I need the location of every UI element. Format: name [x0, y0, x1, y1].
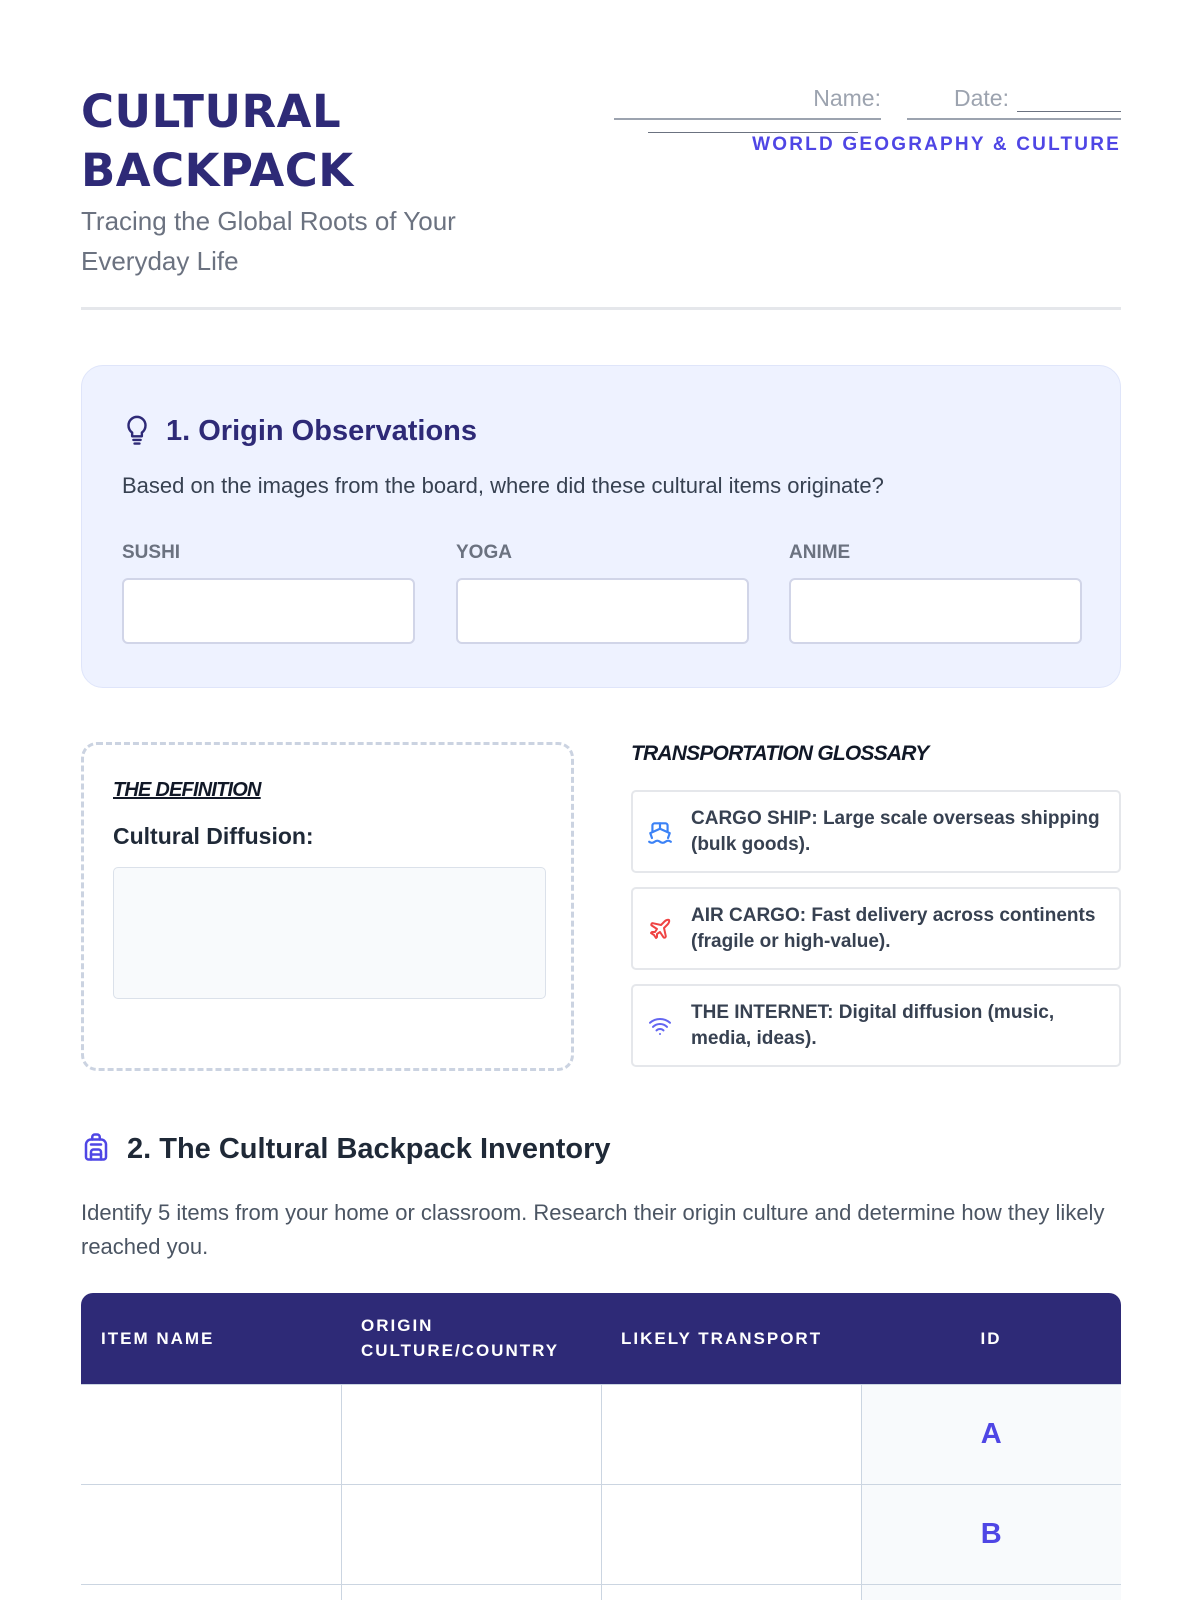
- yoga-input[interactable]: [456, 578, 749, 644]
- section-1-title: 1. Origin Observations: [166, 415, 478, 447]
- transportation-glossary: [631, 742, 1121, 1081]
- sushi-field: [122, 542, 415, 644]
- glossary-item-cargo-ship: [631, 790, 1121, 873]
- origin-observations-panel: [81, 365, 1121, 688]
- transport-cell[interactable]: [601, 1584, 861, 1600]
- sushi-input[interactable]: [122, 578, 415, 644]
- inventory-table: [81, 1293, 1121, 1600]
- definition-label: THE DEFINITION: [113, 779, 261, 801]
- name-underline: [648, 132, 858, 133]
- section-2-prompt: Identify 5 items from your home or classroom. Research their origin culture and determine how they likely reached you.: [81, 1200, 1105, 1259]
- header-divider: [81, 307, 1121, 310]
- item-name-cell[interactable]: [81, 1384, 341, 1484]
- origin-cell[interactable]: [341, 1584, 601, 1600]
- anime-field: [789, 542, 1082, 644]
- yoga-label: YOGA: [456, 542, 512, 563]
- glossary-text-internet: THE INTERNET: Digital diffusion (music, media, ideas).: [691, 1001, 1055, 1049]
- transport-cell[interactable]: [601, 1484, 861, 1584]
- glossary-item-air-cargo: [631, 887, 1121, 970]
- date-field[interactable]: [907, 82, 1121, 120]
- table-header-row: [81, 1293, 1121, 1384]
- anime-input[interactable]: [789, 578, 1082, 644]
- title-line-1: CULTURAL: [81, 85, 342, 138]
- yoga-field: [456, 542, 749, 644]
- section-1-prompt: Based on the images from the board, where did these cultural items originate?: [122, 473, 884, 498]
- section-2-title: 2. The Cultural Backpack Inventory: [127, 1133, 611, 1165]
- worksheet-header: [81, 0, 1121, 310]
- item-name-cell[interactable]: [81, 1584, 341, 1600]
- course-name: WORLD GEOGRAPHY & CULTURE: [752, 134, 1121, 155]
- plane-icon: [645, 914, 675, 944]
- column-header-transport: LIKELY TRANSPORT: [601, 1293, 861, 1384]
- definition-term: Cultural Diffusion:: [113, 823, 314, 849]
- section-2-heading: [81, 1131, 610, 1168]
- table-row: [81, 1384, 1121, 1484]
- origin-cell[interactable]: [341, 1384, 601, 1484]
- item-name-cell[interactable]: [81, 1484, 341, 1584]
- definition-card: [81, 742, 574, 1071]
- sushi-label: SUSHI: [122, 542, 181, 563]
- row-id: A: [861, 1384, 1121, 1484]
- table-row: [81, 1584, 1121, 1600]
- lightbulb-icon: [122, 412, 152, 451]
- date-blank-line: [1017, 94, 1121, 112]
- section-1-heading: [122, 412, 477, 451]
- definition-answer-box[interactable]: [113, 867, 546, 999]
- backpack-icon: [81, 1131, 111, 1168]
- worksheet-page: [81, 0, 1121, 1550]
- glossary-text-cargo-ship: CARGO SHIP: Large scale overseas shipping (bulk goods).: [691, 807, 1100, 855]
- column-header-origin: ORIGIN CULTURE/COUNTRY: [341, 1293, 601, 1384]
- row-id: B: [861, 1484, 1121, 1584]
- glossary-title: TRANSPORTATION GLOSSARY: [631, 742, 929, 765]
- table-row: [81, 1484, 1121, 1584]
- student-info: [601, 82, 1121, 155]
- row-id: [861, 1584, 1121, 1600]
- title-line-2: BACKPACK: [81, 144, 354, 197]
- transport-cell[interactable]: [601, 1384, 861, 1484]
- origin-cell[interactable]: [341, 1484, 601, 1584]
- anime-label: ANIME: [789, 542, 851, 563]
- date-label: Date:: [954, 85, 1009, 111]
- column-header-id: ID: [861, 1293, 1121, 1384]
- worksheet-subtitle: Tracing the Global Roots of Your Everyday Life: [81, 206, 456, 276]
- column-header-item-name: ITEM NAME: [81, 1293, 341, 1384]
- wifi-icon: [645, 1011, 675, 1041]
- glossary-text-air-cargo: AIR CARGO: Fast delivery across continents (fragile or high-value).: [691, 904, 1096, 952]
- name-label: Name:: [813, 85, 881, 111]
- ship-icon: [645, 817, 675, 847]
- name-field[interactable]: [614, 82, 881, 120]
- glossary-item-internet: [631, 984, 1121, 1067]
- worksheet-title: [81, 82, 354, 200]
